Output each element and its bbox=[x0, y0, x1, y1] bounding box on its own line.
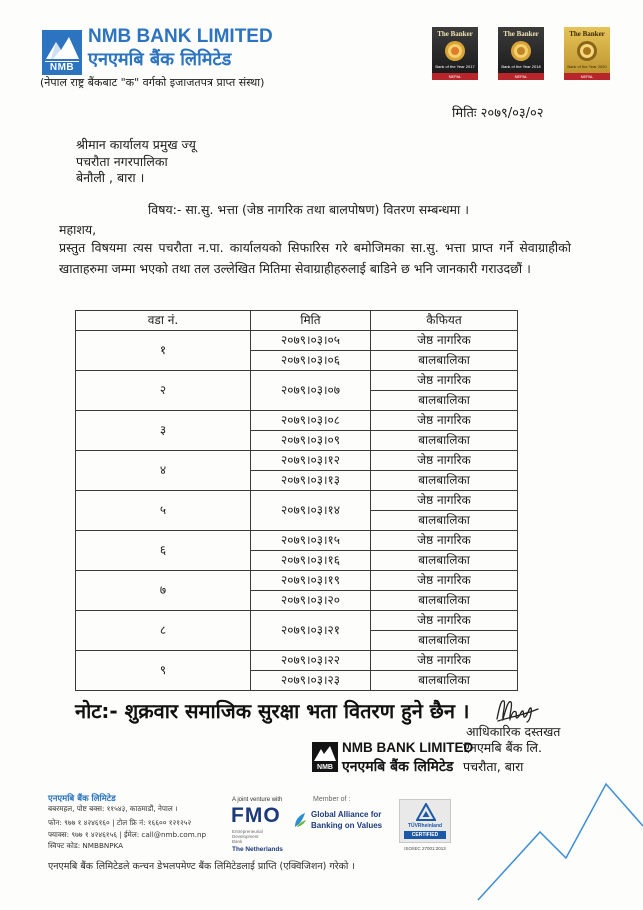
award-title: Bank of the Year 2017 bbox=[435, 64, 475, 69]
ward-cell: ४ bbox=[76, 451, 251, 491]
date-cell: २०७९।०३।१९ bbox=[251, 571, 371, 591]
ward-cell: २ bbox=[76, 371, 251, 411]
addressee-block bbox=[76, 137, 196, 187]
signature bbox=[494, 695, 540, 723]
date-cell: २०७९।०३।०९ bbox=[251, 431, 371, 451]
ward-cell: ९ bbox=[76, 651, 251, 691]
remark-cell: जेष्ठ नागरिक bbox=[371, 491, 518, 511]
gabv-name bbox=[311, 809, 382, 831]
fmo-subtitle-line: Development bbox=[232, 834, 259, 839]
table-row bbox=[76, 611, 518, 631]
date-cell: २०७९।०३।२० bbox=[251, 591, 371, 611]
fmo-subtitle-line: Bank bbox=[232, 839, 243, 844]
ward-cell: ८ bbox=[76, 611, 251, 651]
ward-cell: १ bbox=[76, 331, 251, 371]
remark-cell: बालबालिका bbox=[371, 551, 518, 571]
remark-cell: बालबालिका bbox=[371, 631, 518, 651]
date-cell: २०७९।०३।२२ bbox=[251, 651, 371, 671]
remark-cell: बालबालिका bbox=[371, 391, 518, 411]
tuv-certification-badge bbox=[399, 799, 451, 843]
remark-cell: बालबालिका bbox=[371, 431, 518, 451]
remark-cell: जेष्ठ नागरिक bbox=[371, 371, 518, 391]
footer-phone: फोन: ९७७ १ ४२४६१६० | टोल फ्रि नं: १६६०० १२१२५२ bbox=[48, 818, 192, 827]
friday-note: नोट:- शुक्रवार समाजिक सुरक्षा भता वितरण हुने छैन । bbox=[75, 699, 470, 723]
fmo-logo: FMO bbox=[231, 804, 281, 827]
letter-date: मितिः २०७९/०३/०२ bbox=[452, 106, 544, 121]
iso-standard: ISO/IEC 27001:2013 bbox=[404, 846, 446, 851]
date-cell: २०७९।०३।१२ bbox=[251, 451, 371, 471]
footer-address: बबरमहल, पोष्ट बक्स: ११५४३, काठमाडौं, नेपाल । bbox=[48, 804, 178, 813]
date-cell: २०७९।०३।०५ bbox=[251, 331, 371, 351]
footer-fax-email: फ्याक्स: ९७७ १ ४२४६१५६ | ईमेल: call@nmb.com.np bbox=[48, 830, 207, 839]
mountain-line-decoration bbox=[460, 770, 643, 910]
remark-cell: बालबालिका bbox=[371, 591, 518, 611]
stamp-bank-name-nepali: एनएमबि बैंक लिमिटेड bbox=[342, 759, 454, 775]
remark-cell: जेष्ठ नागरिक bbox=[371, 611, 518, 631]
gabv-leaf-icon bbox=[293, 811, 307, 829]
fmo-subtitle bbox=[232, 829, 263, 844]
footer-bank-name: एनएमबि बैंक लिमिटेड bbox=[48, 794, 116, 804]
date-cell: २०७९।०३।२१ bbox=[251, 611, 371, 651]
addressee-line: बेनौली , बारा । bbox=[76, 170, 145, 185]
membership-label: Member of : bbox=[313, 796, 351, 803]
award-title: Bank of the Year 2018 bbox=[501, 64, 541, 69]
table-row bbox=[76, 651, 518, 671]
date-cell: २०७९।०३।०७ bbox=[251, 371, 371, 411]
award-country: NEPAL bbox=[564, 73, 610, 80]
gabv-name-line: Banking on Values bbox=[311, 821, 383, 830]
distribution-schedule-table bbox=[75, 310, 518, 691]
column-header-remarks: कैफियत bbox=[371, 311, 518, 331]
ward-cell: ६ bbox=[76, 531, 251, 571]
date-cell: २०७९।०३।०८ bbox=[251, 411, 371, 431]
signature-label: आधिकारिक दस्तखत bbox=[466, 724, 561, 739]
column-header-date: मिति bbox=[251, 311, 371, 331]
date-cell: २०७९।०३।०६ bbox=[251, 351, 371, 371]
award-medal-icon bbox=[510, 40, 532, 62]
award-publisher: The Banker bbox=[569, 30, 605, 38]
stamp-branch-name: एनएमबि बैंक लि. bbox=[463, 740, 542, 755]
stamp-branch-location: पचरौता, बारा bbox=[463, 759, 524, 774]
remark-cell: जेष्ठ नागरिक bbox=[371, 411, 518, 431]
remark-cell: जेष्ठ नागरिक bbox=[371, 651, 518, 671]
fmo-country: The Netherlands bbox=[232, 846, 283, 853]
award-country: NEPAL bbox=[432, 73, 478, 80]
remark-cell: जेष्ठ नागरिक bbox=[371, 571, 518, 591]
date-cell: २०७९।०३।२३ bbox=[251, 671, 371, 691]
table-row bbox=[76, 331, 518, 351]
award-medal-icon bbox=[576, 40, 598, 62]
table-header-row bbox=[76, 311, 518, 331]
stamp-nmb-logo-icon bbox=[312, 742, 338, 772]
award-badge-2020 bbox=[564, 27, 610, 80]
table-row bbox=[76, 371, 518, 391]
bank-name-nepali: एनएमबि बैंक लिमिटेड bbox=[88, 49, 232, 70]
date-cell: २०७९।०३।१३ bbox=[251, 471, 371, 491]
date-cell: २०७९।०३।१४ bbox=[251, 491, 371, 531]
award-title: Bank of the Year 2020 bbox=[567, 64, 607, 69]
table-row bbox=[76, 411, 518, 431]
remark-cell: बालबालिका bbox=[371, 671, 518, 691]
tuv-certified-band: CERTIFIED bbox=[404, 831, 446, 839]
bank-name-english: NMB BANK LIMITED bbox=[88, 26, 273, 47]
salutation: महाशय, bbox=[59, 222, 97, 237]
award-publisher: The Banker bbox=[437, 30, 473, 38]
award-medal-icon bbox=[444, 40, 466, 62]
joint-venture-label: A joint venture with bbox=[232, 797, 283, 803]
date-cell: २०७९।०३।१५ bbox=[251, 531, 371, 551]
letter-body: प्रस्तुत विषयमा त्यस पचरौता न.पा. कार्यालयको सिफारिस गरे बमोजिमका सा.सु. भत्ता प्राप्त गर्ने सेवाग्राहीको खाताहरुमा जम्मा भएको तथा तल उल्लेखित मितिमा सेवाग्राहीहरुलाई बाडिने छ भनि जानकारी गराउदछौं । bbox=[59, 240, 571, 276]
stamp-logo-wordmark: NMB bbox=[317, 764, 333, 771]
remark-cell: जेष्ठ नागरिक bbox=[371, 531, 518, 551]
gabv-name-line: Global Alliance for bbox=[311, 810, 382, 819]
column-header-ward: वडा नं. bbox=[76, 311, 251, 331]
remark-cell: जेष्ठ नागरिक bbox=[371, 451, 518, 471]
award-badge-2018 bbox=[498, 27, 544, 80]
tuv-issuer: TÜVRheinland bbox=[407, 823, 443, 829]
ward-cell: ३ bbox=[76, 411, 251, 451]
nmb-logo-icon bbox=[42, 30, 82, 75]
remark-cell: जेष्ठ नागरिक bbox=[371, 331, 518, 351]
addressee-line: पचरौता नगरपालिका bbox=[76, 153, 168, 169]
fmo-subtitle-line: Entrepreneurial bbox=[232, 829, 263, 834]
award-badge-2017 bbox=[432, 27, 478, 80]
ward-cell: ५ bbox=[76, 491, 251, 531]
table-row bbox=[76, 451, 518, 471]
table-row bbox=[76, 531, 518, 551]
remark-cell: बालबालिका bbox=[371, 511, 518, 531]
acquisition-note: एनएमबि बैंक लिमिटेडले कन्चन डेभलपमेण्ट बैंक लिमिटेडलाई प्राप्ति (एक्विजिशन) गरेको । bbox=[48, 861, 356, 872]
footer-swift-code: स्विफ्ट कोड: NMBBNPKA bbox=[48, 841, 124, 850]
license-note: (नेपाल राष्ट्र बैंकबाट "क" वर्गको इजाजतपत्र प्राप्त संस्था) bbox=[40, 76, 265, 89]
letter-subject: विषय:- सा.सु. भत्ता (जेष्ठ नागरिक तथा बालपोषण) वितरण सम्बन्धमा । bbox=[148, 202, 469, 217]
award-publisher: The Banker bbox=[503, 30, 539, 38]
addressee-line: श्रीमान कार्यालय प्रमुख ज्यू bbox=[76, 137, 196, 152]
tuv-triangle-icon bbox=[416, 803, 436, 821]
remark-cell: बालबालिका bbox=[371, 471, 518, 491]
ward-cell: ७ bbox=[76, 571, 251, 611]
date-cell: २०७९।०३।१६ bbox=[251, 551, 371, 571]
remark-cell: बालबालिका bbox=[371, 351, 518, 371]
table-row bbox=[76, 491, 518, 511]
logo-wordmark: NMB bbox=[49, 62, 75, 73]
award-country: NEPAL bbox=[498, 73, 544, 80]
stamp-bank-name-english: NMB BANK LIMITED bbox=[342, 740, 474, 755]
table-row bbox=[76, 571, 518, 591]
